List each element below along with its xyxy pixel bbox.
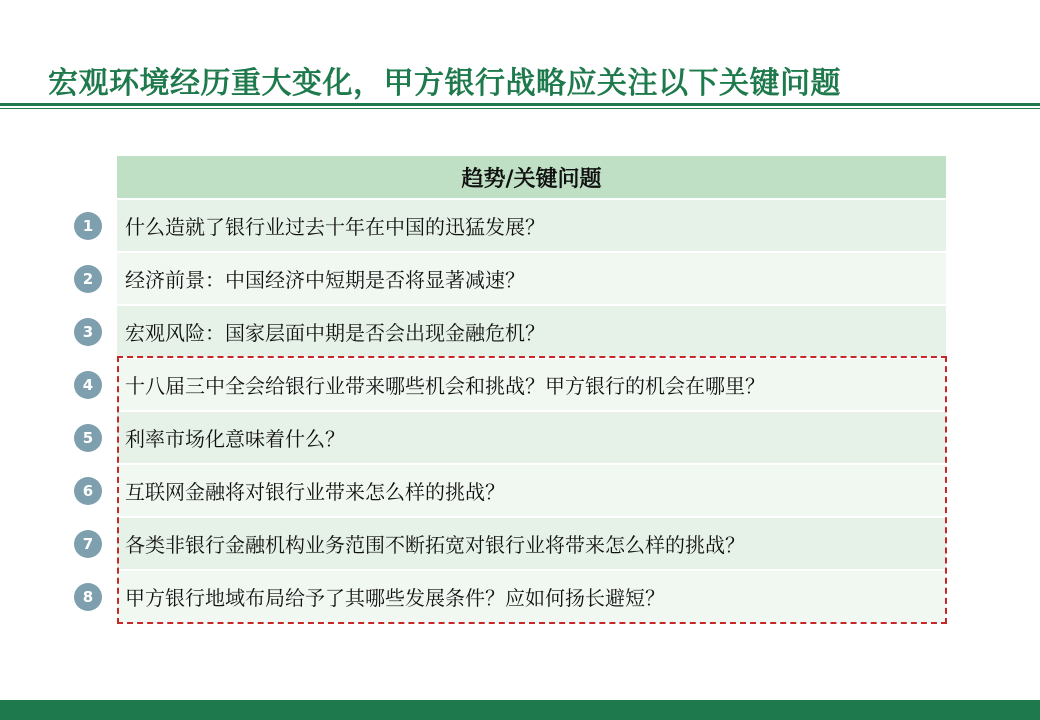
number-badge: 3 bbox=[74, 318, 102, 346]
table-row bbox=[82, 518, 946, 569]
table-row bbox=[82, 465, 946, 516]
table-row bbox=[82, 253, 946, 304]
table-row bbox=[82, 412, 946, 463]
row-text: 利率市场化意味着什么？ bbox=[125, 427, 345, 451]
row-text: 经济前景：中国经济中短期是否将显著减速？ bbox=[125, 268, 525, 292]
table-row bbox=[82, 200, 946, 251]
table-row bbox=[82, 306, 946, 357]
table-row bbox=[82, 571, 946, 622]
slide-title: 宏观环境经历重大变化，甲方银行战略应关注以下关键问题 bbox=[48, 66, 841, 101]
table-header: 趋势/关键问题 bbox=[117, 156, 946, 198]
row-text: 什么造就了银行业过去十年在中国的迅猛发展？ bbox=[125, 215, 545, 239]
number-badge: 7 bbox=[74, 530, 102, 558]
row-text: 十八届三中全会给银行业带来哪些机会和挑战？甲方银行的机会在哪里？ bbox=[125, 374, 765, 398]
row-text: 甲方银行地域布局给予了其哪些发展条件？应如何扬长避短？ bbox=[125, 586, 665, 610]
number-badge: 4 bbox=[74, 371, 102, 399]
title-divider bbox=[0, 103, 1040, 106]
footer-bar bbox=[0, 700, 1040, 720]
number-badge: 2 bbox=[74, 265, 102, 293]
key-issues-table bbox=[82, 156, 946, 622]
row-text: 互联网金融将对银行业带来怎么样的挑战？ bbox=[125, 480, 505, 504]
table-row bbox=[82, 359, 946, 410]
row-text: 各类非银行金融机构业务范围不断拓宽对银行业将带来怎么样的挑战？ bbox=[125, 533, 745, 557]
number-badge: 5 bbox=[74, 424, 102, 452]
number-badge: 1 bbox=[74, 212, 102, 240]
row-text: 宏观风险：国家层面中期是否会出现金融危机？ bbox=[125, 321, 545, 345]
number-badge: 8 bbox=[74, 583, 102, 611]
title-divider-thin bbox=[0, 108, 1040, 109]
number-badge: 6 bbox=[74, 477, 102, 505]
